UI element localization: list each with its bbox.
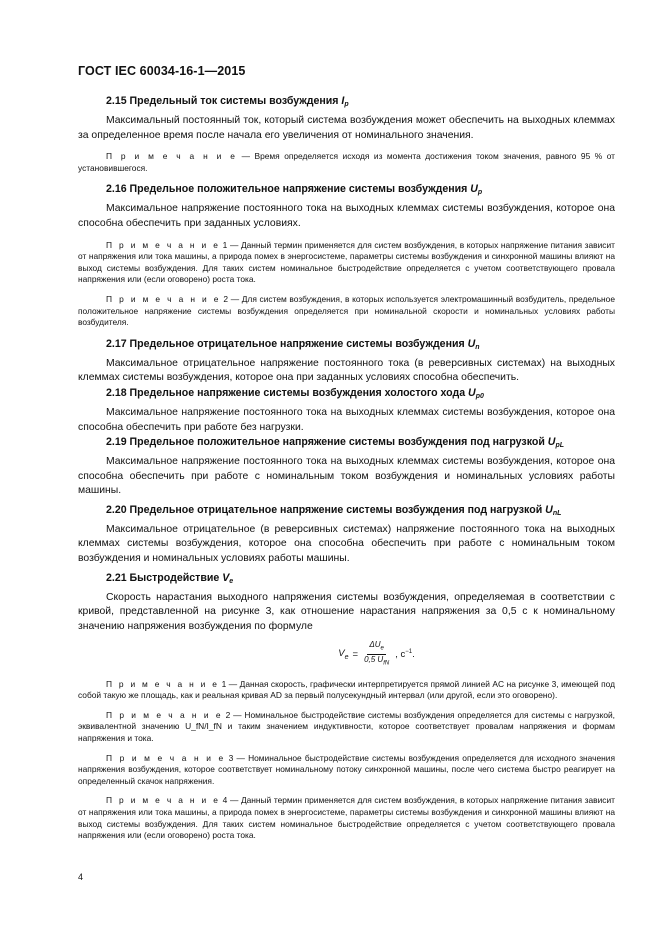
heading-symbol: I bbox=[341, 95, 345, 107]
heading-subscript: e bbox=[229, 577, 234, 585]
note-number: 4 bbox=[220, 795, 228, 806]
formula-numerator bbox=[367, 640, 386, 655]
formula-subscript: e bbox=[344, 653, 349, 661]
heading-text: 2.17 Предельное отрицательное напряжение системы возбуждения bbox=[106, 337, 468, 350]
formula-denominator bbox=[362, 655, 391, 669]
section-heading-2-18 bbox=[78, 386, 615, 404]
heading-symbol: V bbox=[222, 571, 230, 584]
note-label: П р и м е ч а н и е bbox=[106, 293, 221, 304]
heading-symbol: U bbox=[470, 183, 478, 196]
formula-lhs bbox=[338, 648, 348, 661]
note-number: 1 bbox=[220, 239, 228, 250]
heading-subscript: pL bbox=[555, 442, 565, 450]
denominator-text: 0,5 U bbox=[364, 655, 384, 665]
section-heading-2-17 bbox=[78, 337, 615, 355]
note-number: 2 bbox=[220, 293, 229, 304]
note bbox=[78, 753, 615, 788]
section-paragraph: Максимальное напряжение постоянного тока на выходных клеммах системы возбуждения, которое она способна обеспечить при заданных условиях. bbox=[78, 203, 615, 229]
heading-text: 2.18 Предельное напряжение системы возбуждения холостого хода bbox=[106, 386, 469, 399]
unit-text: , с bbox=[395, 649, 406, 661]
section-paragraph: Максимальное отрицательное (в реверсивных системах) напряжение постоянного тока на выходных клеммах системы возбуждения, которое она способна обеспечить при работе с номинальным током возбуждения и номинальных условиях работы машины. bbox=[78, 523, 615, 565]
note-label: П р и м е ч а н и е bbox=[106, 795, 221, 806]
heading-subscript: p bbox=[477, 189, 483, 197]
section-paragraph: Максимальное напряжение постоянного тока на выходных клеммах системы возбуждения, которое она способна обеспечить при работе с номинальным током возбуждения и номинальных условиях работы машины. bbox=[78, 456, 615, 497]
numerator-text: ΔU bbox=[369, 640, 381, 650]
note-number: 1 bbox=[219, 678, 227, 689]
section-paragraph: Скорость нарастания выходного напряжения системы возбуждения, определяемая в соответствии с кривой, представленной на рисунке 3, как отношение нарастания напряжения за 0,5 с к номинальному значению напряжения возбуждения по формуле bbox=[78, 591, 615, 632]
formula-unit bbox=[395, 649, 415, 660]
note bbox=[78, 679, 615, 702]
section-heading-2-21 bbox=[78, 571, 615, 589]
heading-text: 2.20 Предельное отрицательное напряжение системы возбуждения под нагрузкой bbox=[106, 503, 546, 516]
unit-superscript: −1 bbox=[405, 648, 413, 655]
heading-symbol: U bbox=[467, 337, 476, 350]
note-text: — Данная скорость, графически интерпретируется прямой линией AC на рисунке 3, имеющей под собой такую же площадь, как и реальная кривая AD за первый полусекундный интервал (или другой, если это оговорено). bbox=[78, 678, 615, 701]
note-text: — Для систем возбуждения, в которых используется электромашинный возбудитель, предельное положительное напряжение системы возбуждения определяется при номинальной скорости и номинальных условиях работы возбудителя. bbox=[78, 293, 615, 328]
formula-symbol: V bbox=[338, 648, 345, 660]
note-text: — Номинальное быстродействие системы возбуждения определяется для исходного значения напряжения возбуждения, которое соответствует номинальному потоку синхронной машины, после чего система быстро реагирует на определенный скачок напряжения. bbox=[78, 752, 615, 786]
speed-formula bbox=[138, 640, 615, 668]
note-text: — Время определяется исходя из момента достижения током значения, равного 95 % от установившегося. bbox=[78, 151, 616, 173]
note-label: П р и м е ч а н и е bbox=[106, 709, 223, 720]
note-number: 2 bbox=[222, 709, 231, 720]
note bbox=[78, 151, 615, 174]
section-heading-2-19 bbox=[78, 435, 615, 453]
heading-text: 2.16 Предельное положительное напряжение системы возбуждения bbox=[106, 183, 471, 196]
heading-subscript: p bbox=[344, 101, 349, 108]
note bbox=[78, 795, 615, 841]
formula-equals: = bbox=[352, 649, 359, 661]
document-header: ГОСТ IEC 60034-16-1—2015 bbox=[78, 64, 246, 78]
document-body bbox=[78, 94, 615, 842]
heading-symbol: U bbox=[547, 436, 556, 449]
section-heading-2-15 bbox=[78, 94, 615, 112]
note bbox=[78, 294, 615, 329]
heading-text: 2.15 Предельный ток системы возбуждения bbox=[106, 95, 342, 107]
numerator-subscript: e bbox=[380, 646, 384, 653]
section-paragraph: Максимальное отрицательное напряжение постоянного тока (в реверсивных системах) на выходных клеммах системы возбуждения, которое она при заданных условиях способна обеспечить. bbox=[78, 357, 615, 384]
heading-symbol: U bbox=[468, 386, 476, 399]
note-text: — Данный термин применяется для систем возбуждения, в которых напряжение питания зависит от напряжения или тока машины, а природа помех в энергосистеме, параметры системы возбуждения и синхронной машины влияют на выход системы возбуждения. Для таких систем номинальное быстродействие определяется с учетом соответствующего провала напряжения или (если оговорено) роста тока. bbox=[78, 239, 616, 285]
heading-subscript: n bbox=[475, 343, 480, 351]
heading-symbol: U bbox=[545, 503, 553, 516]
denominator-subscript: fN bbox=[383, 660, 390, 667]
note-label: П р и м е ч а н и е bbox=[106, 239, 221, 250]
heading-text: 2.19 Предельное положительное напряжение системы возбуждения под нагрузкой bbox=[106, 436, 548, 449]
heading-text: 2.21 Быстродействие bbox=[106, 571, 223, 584]
note-text: — Данный термин применяется для систем возбуждения, в которых напряжение питания зависит от напряжения или тока машины, а природа помех в энергосистеме, параметры системы возбуждения и синхронной машины влияют на выход системы возбуждения. Для таких систем номинальное быстродействие определяется с учетом соответствующего провала напряжения или (если оговорено) роста тока. bbox=[78, 795, 616, 841]
heading-subscript: p0 bbox=[475, 392, 484, 400]
note-label: П р и м е ч а н и е bbox=[106, 678, 220, 689]
note-label: П р и м е ч а н и е bbox=[106, 151, 238, 162]
formula-end: . bbox=[412, 649, 415, 661]
formula-fraction bbox=[362, 640, 391, 668]
section-paragraph: Максимальный постоянный ток, который система возбуждения может обеспечить на выходных клеммах за определенное время после начала его увеличения от номинального значения. bbox=[78, 115, 615, 141]
section-heading-2-20 bbox=[78, 503, 615, 521]
section-paragraph: Максимальное напряжение постоянного тока на выходных клеммах системы возбуждения, которое она способна обеспечить при работе без нагрузки. bbox=[78, 406, 615, 433]
note bbox=[78, 240, 615, 286]
section-heading-2-16 bbox=[78, 182, 615, 200]
note-label: П р и м е ч а н и е bbox=[106, 752, 226, 763]
note-text: — Номинальное быстродействие системы возбуждения определяется для системы с нагрузкой, эквивалентной значению U_fN/I_fN и таким значением индуктивности, которое соответствует провалам напряжения и формам напряжения и тока. bbox=[78, 709, 615, 743]
note bbox=[78, 710, 615, 745]
heading-subscript: nL bbox=[552, 509, 562, 517]
page-number: 4 bbox=[78, 872, 84, 882]
note-number: 3 bbox=[225, 752, 234, 763]
